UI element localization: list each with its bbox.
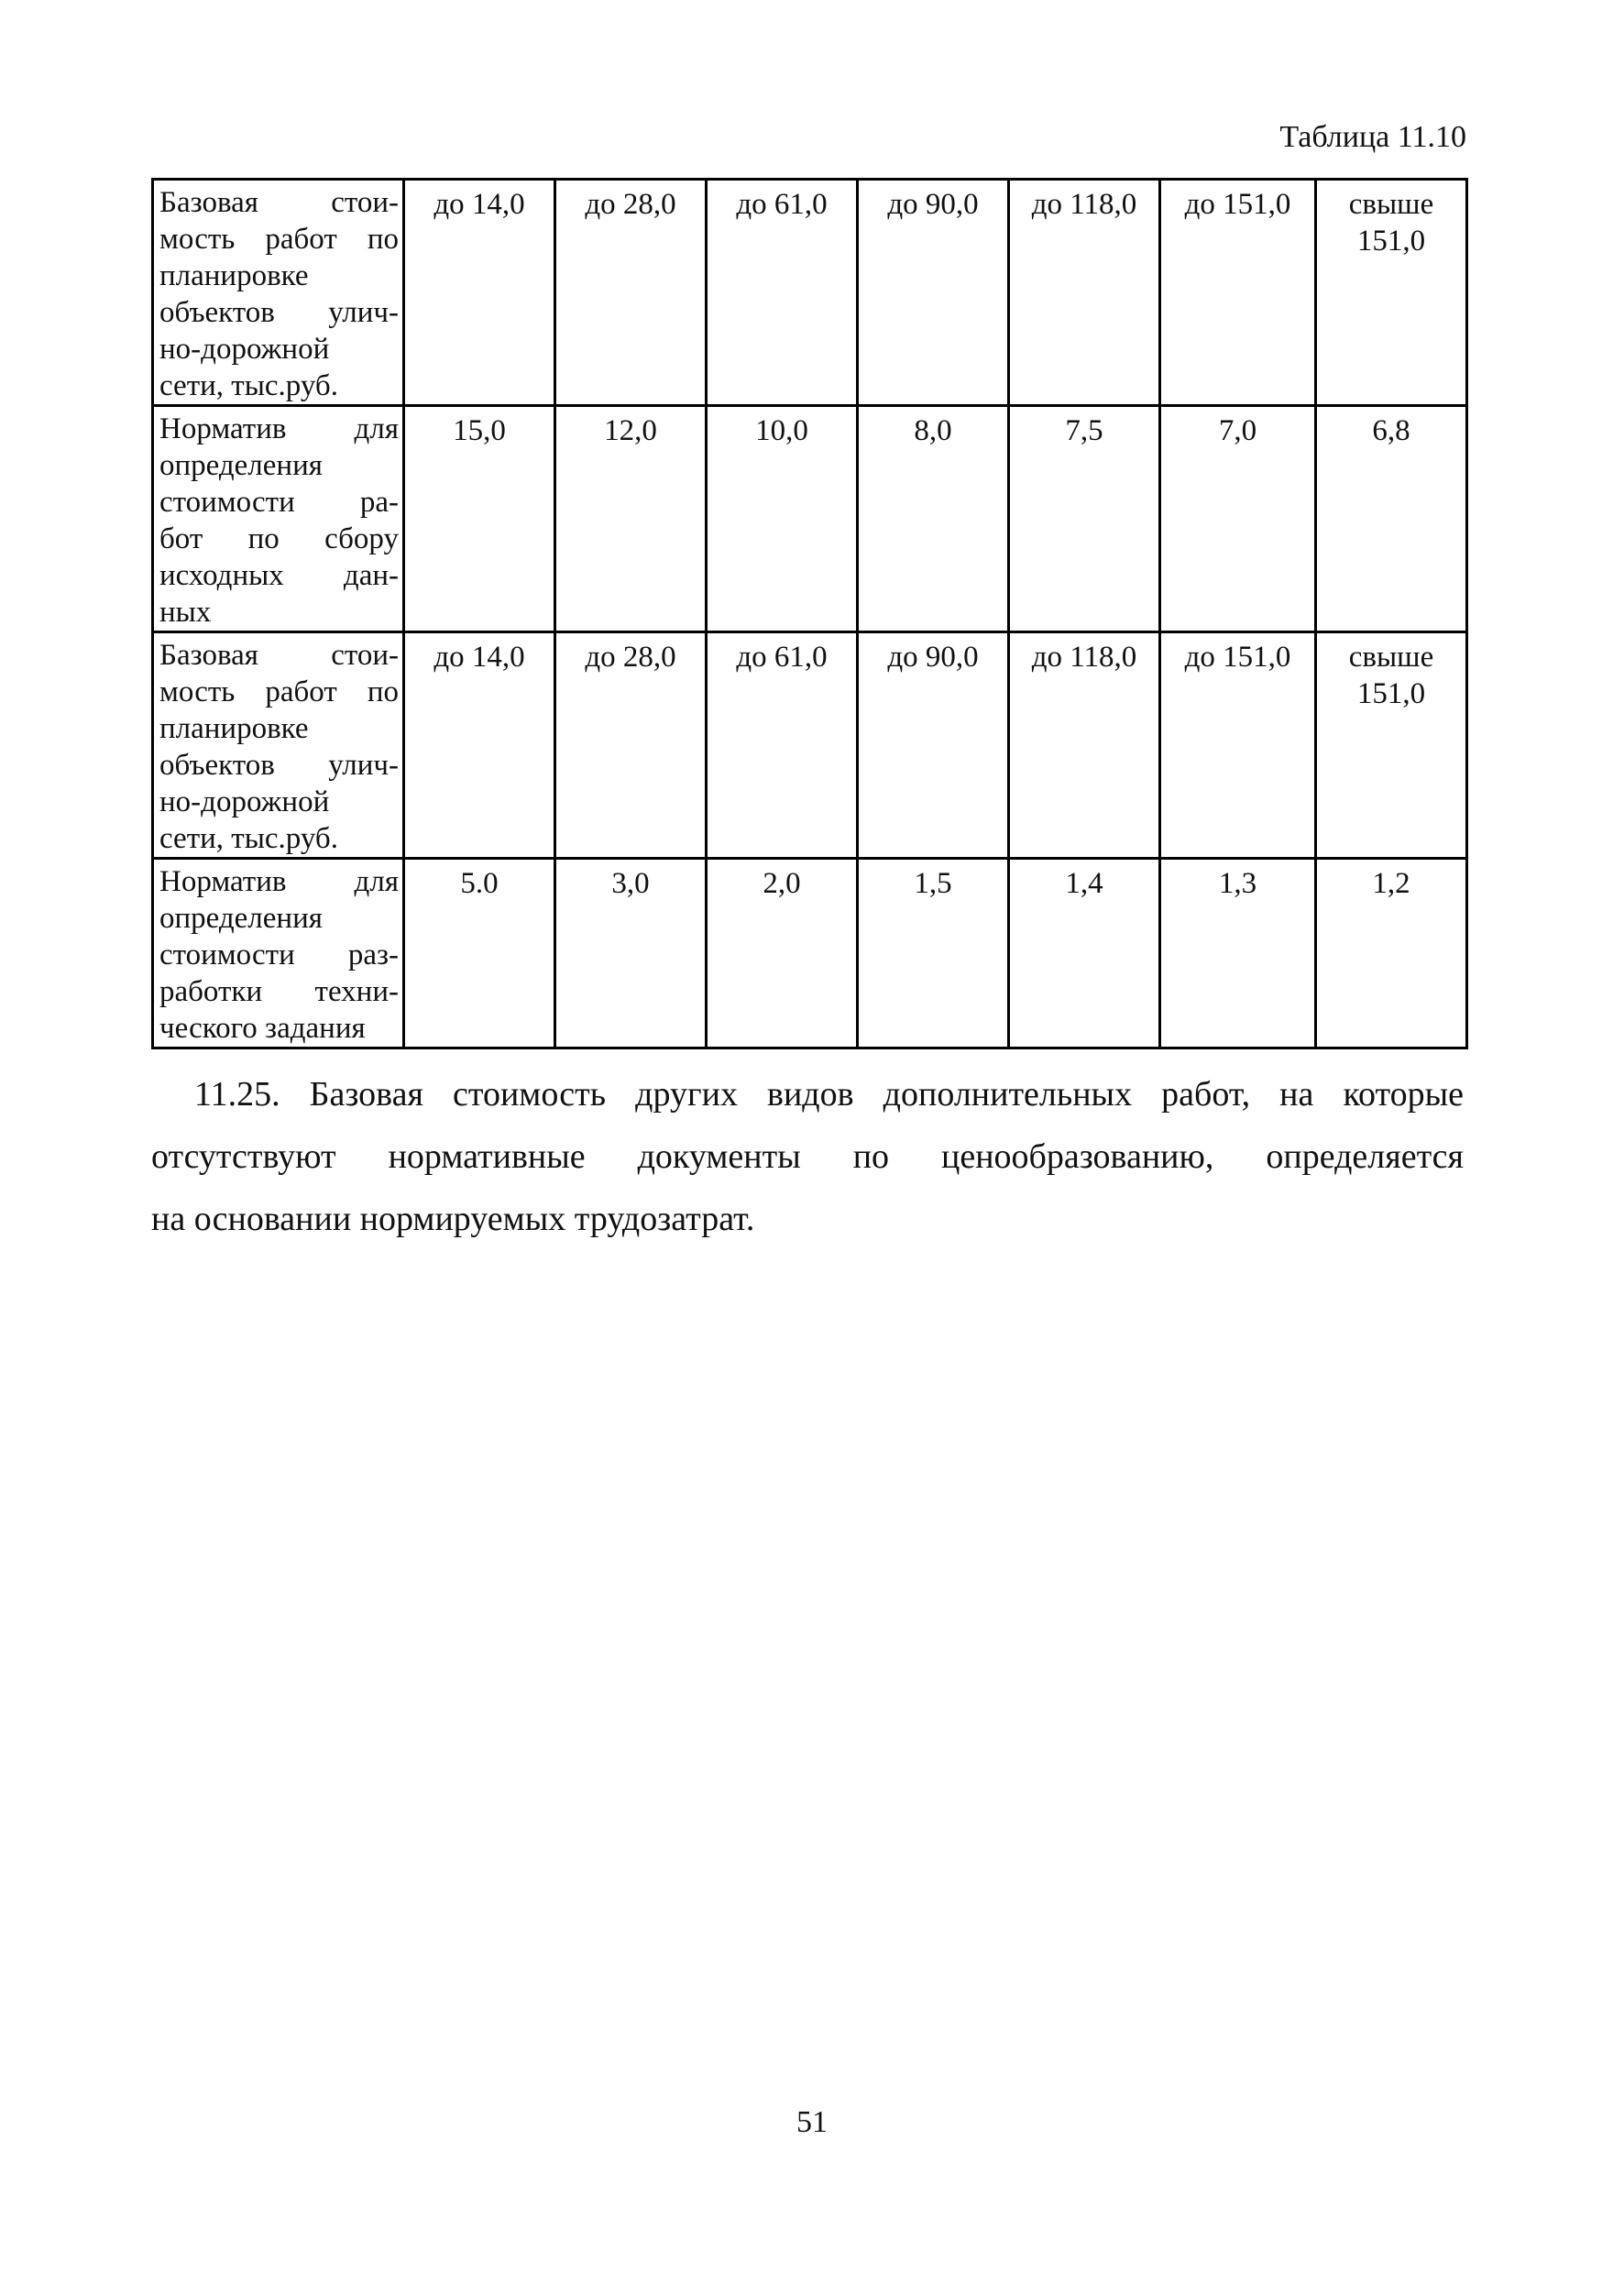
table-row [153,632,1467,859]
value-cell [858,859,1009,1048]
row-label-line: но-дорожной [159,785,330,818]
value-cell [555,859,707,1048]
row-label-cell [153,859,404,1048]
row-label-line: определения [159,449,323,482]
value-text: до 14,0 [433,188,525,221]
value-cell [858,406,1009,632]
row-label-line: стоимости раз- [159,938,399,971]
table-row [153,406,1467,632]
value-text: до 28,0 [585,188,676,221]
row-label-line: Базовая стои- [159,639,399,672]
value-text: 5.0 [460,867,499,900]
row-label-cell [153,180,404,406]
value-cell [1160,406,1316,632]
table-body [153,180,1467,1048]
value-text: 7,5 [1065,414,1103,447]
value-text: 15,0 [453,414,506,447]
value-text: 1,3 [1218,867,1257,900]
value-cell [555,406,707,632]
row-label-line: объектов улич- [159,296,399,329]
value-cell [404,180,555,406]
value-text: свыше [1348,641,1434,674]
value-text: 8,0 [914,414,952,447]
row-label-line: мость работ по [159,223,399,256]
paragraph-line: на основании нормируемых трудозатрат. [151,1200,755,1238]
value-cell [1009,180,1160,406]
row-label-line: стоимости ра- [159,486,399,519]
value-text: до 118,0 [1031,188,1137,221]
row-label-line: Базовая стои- [159,186,399,219]
value-cell [858,632,1009,859]
value-text: до 28,0 [585,641,676,674]
value-cell [1160,180,1316,406]
value-cell [1009,406,1160,632]
value-cell [1160,859,1316,1048]
value-cell [707,180,858,406]
row-label-line: бот по сбору [159,522,399,555]
value-text: до 151,0 [1184,641,1291,674]
row-label-line: исходных дан- [159,559,399,592]
body-paragraph [151,1063,1464,1250]
page-number: 51 [796,2105,828,2139]
value-cell [404,632,555,859]
value-cell [1160,632,1316,859]
table-row [153,180,1467,406]
row-label-line: Норматив для [159,865,399,898]
value-text: 12,0 [604,414,657,447]
value-text: 2,0 [763,867,801,900]
value-cell [555,632,707,859]
row-label-line: планировке [159,712,309,745]
row-label-line: ных [159,596,212,629]
value-cell [1009,859,1160,1048]
value-text: 1,4 [1065,867,1103,900]
value-cell [1316,632,1467,859]
value-text: до 14,0 [433,641,525,674]
value-text: до 118,0 [1031,641,1137,674]
value-cell [404,859,555,1048]
value-text: 151,0 [1356,677,1426,710]
row-label-cell [153,406,404,632]
value-cell [707,632,858,859]
value-cell [707,406,858,632]
paragraph-line: отсутствуют нормативные документы по ценообразованию, определяется [151,1137,1464,1176]
value-text: до 90,0 [887,641,979,674]
value-cell [1009,632,1160,859]
paragraph-line: 11.25. Базовая стоимость других видов дополнительных работ, на которые [194,1075,1464,1114]
value-cell [555,180,707,406]
value-cell [707,859,858,1048]
value-text: 1,2 [1372,867,1410,900]
row-label-line: сети, тыс.руб. [159,822,338,855]
table-caption: Таблица 11.10 [1279,120,1466,154]
value-text: свыше [1348,188,1434,221]
value-text: до 151,0 [1184,188,1291,221]
value-cell [404,406,555,632]
table-row [153,859,1467,1048]
value-text: 10,0 [755,414,808,447]
row-label-line: сети, тыс.руб. [159,369,338,402]
value-text: до 61,0 [736,188,828,221]
row-label-line: объектов улич- [159,749,399,782]
value-text: до 90,0 [887,188,979,221]
row-label-line: Норматив для [159,412,399,445]
row-label-line: мость работ по [159,675,399,708]
value-cell [1316,180,1467,406]
value-text: 3,0 [611,867,650,900]
value-cell [1316,406,1467,632]
value-text: 6,8 [1372,414,1410,447]
row-label-cell [153,632,404,859]
row-label-line: планировке [159,259,309,292]
row-label-line: определения [159,902,323,935]
row-label-line: ческого задания [159,1012,366,1045]
value-text: до 61,0 [736,641,828,674]
value-text: 7,0 [1218,414,1257,447]
data-table [151,178,1468,1049]
value-cell [1316,859,1467,1048]
value-cell [858,180,1009,406]
row-label-line: работки техни- [159,975,399,1008]
value-text: 151,0 [1356,225,1426,258]
row-label-line: но-дорожной [159,333,330,366]
value-text: 1,5 [914,867,952,900]
